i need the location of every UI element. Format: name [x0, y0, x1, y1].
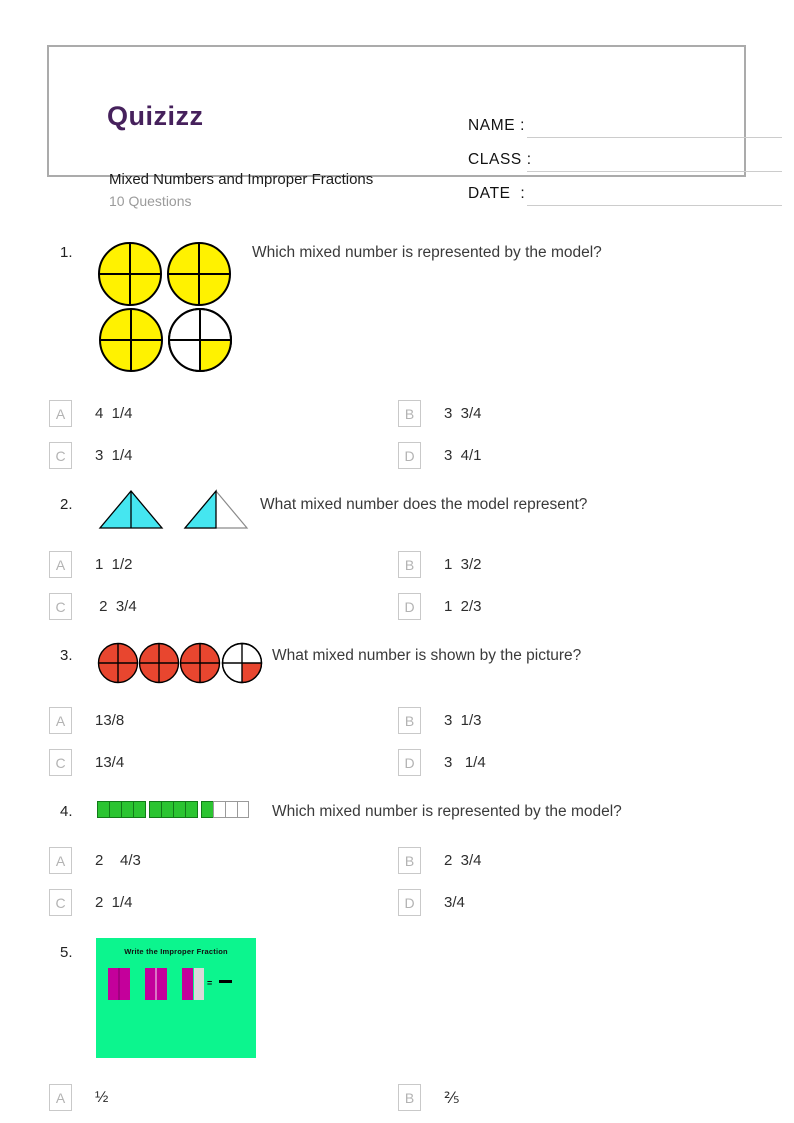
option-q5-b[interactable] — [398, 1084, 460, 1111]
option-q3-c[interactable] — [49, 749, 124, 776]
header-box — [47, 45, 746, 209]
option-letter-box[interactable]: C — [49, 749, 72, 776]
option-text: 1 2/3 — [444, 598, 482, 615]
option-q1-c[interactable] — [49, 442, 133, 469]
question-2-number: 2. — [60, 496, 73, 513]
card-title: Write the Improper Fraction — [124, 947, 228, 956]
option-letter-box[interactable]: D — [398, 749, 421, 776]
option-text: 3/4 — [444, 894, 465, 911]
option-q3-a[interactable] — [49, 707, 124, 734]
date-label: DATE : — [468, 185, 526, 202]
option-letter-box[interactable]: A — [49, 551, 72, 578]
option-letter-box[interactable]: D — [398, 889, 421, 916]
option-q4-d[interactable] — [398, 889, 465, 916]
option-text: 13/8 — [95, 712, 125, 729]
option-text: 4 1/4 — [95, 405, 133, 422]
question-2-text: What mixed number does the model represent? — [260, 496, 588, 513]
option-q2-a[interactable] — [49, 551, 133, 578]
option-q1-d[interactable] — [398, 442, 482, 469]
option-letter-box[interactable]: C — [49, 442, 72, 469]
fraction-bar-blank — [219, 980, 232, 983]
option-q4-a[interactable] — [49, 847, 141, 874]
option-q2-b[interactable] — [398, 551, 482, 578]
option-q1-a[interactable] — [49, 400, 133, 427]
option-letter-box[interactable]: A — [49, 707, 72, 734]
option-text: 3 1/4 — [444, 754, 486, 771]
fraction-circles-model-q1 — [97, 241, 233, 378]
fraction-triangles-model-q2 — [97, 486, 249, 537]
option-q4-c[interactable] — [49, 889, 133, 916]
class-blank-line[interactable] — [527, 171, 782, 172]
option-text: 3 4/1 — [444, 447, 482, 464]
option-letter-box[interactable]: B — [398, 1084, 421, 1111]
option-letter-box[interactable]: A — [49, 1084, 72, 1111]
name-blank-line[interactable] — [527, 137, 782, 138]
quizizz-logo: Quizizz — [107, 101, 204, 131]
option-letter-box[interactable]: A — [49, 400, 72, 427]
option-q2-c[interactable] — [49, 593, 137, 620]
option-letter-box[interactable]: D — [398, 442, 421, 469]
option-letter-box[interactable]: B — [398, 400, 421, 427]
option-text: 3 3/4 — [444, 405, 482, 422]
option-text: 2 3/4 — [444, 852, 482, 869]
improper-fraction-card-q5 — [96, 938, 256, 1058]
date-blank-line[interactable] — [527, 205, 782, 206]
option-letter-box[interactable]: C — [49, 593, 72, 620]
question-4-text: Which mixed number is represented by the model? — [272, 803, 622, 820]
question-1-number: 1. — [60, 244, 73, 261]
option-q3-b[interactable] — [398, 707, 482, 734]
option-text: 1 1/2 — [95, 556, 133, 573]
fraction-bars-model-q4 — [97, 801, 249, 824]
option-text: 2 4/3 — [95, 852, 141, 869]
question-4-number: 4. — [60, 803, 73, 820]
fraction-rectangles-model — [96, 968, 256, 1002]
option-letter-box[interactable]: A — [49, 847, 72, 874]
option-q1-b[interactable] — [398, 400, 482, 427]
option-q2-d[interactable] — [398, 593, 482, 620]
worksheet-title: Mixed Numbers and Improper Fractions — [109, 171, 374, 188]
option-q5-a[interactable] — [49, 1084, 108, 1111]
option-letter-box[interactable]: B — [398, 707, 421, 734]
option-text: 2 3/4 — [95, 598, 137, 615]
option-text: 2 1/4 — [95, 894, 133, 911]
question-count: 10 Questions — [109, 193, 192, 209]
fraction-circles-model-q3 — [97, 642, 263, 689]
option-letter-box[interactable]: B — [398, 847, 421, 874]
option-text: 13/4 — [95, 754, 125, 771]
option-text: 1 3/2 — [444, 556, 482, 573]
option-text: ½ — [95, 1088, 109, 1106]
option-text: 3 1/3 — [444, 712, 482, 729]
option-q3-d[interactable] — [398, 749, 486, 776]
question-5-number: 5. — [60, 944, 73, 961]
question-1-text: Which mixed number is represented by the model? — [252, 244, 602, 261]
option-letter-box[interactable]: C — [49, 889, 72, 916]
option-letter-box[interactable]: B — [398, 551, 421, 578]
name-label: NAME : — [468, 117, 525, 134]
option-text: 3 1/4 — [95, 447, 133, 464]
option-text: ⅖ — [444, 1089, 460, 1107]
equals-sign: = — [207, 978, 213, 988]
question-3-text: What mixed number is shown by the picture? — [272, 647, 582, 664]
question-3-number: 3. — [60, 647, 73, 664]
option-q4-b[interactable] — [398, 847, 482, 874]
class-label: CLASS : — [468, 151, 532, 168]
option-letter-box[interactable]: D — [398, 593, 421, 620]
